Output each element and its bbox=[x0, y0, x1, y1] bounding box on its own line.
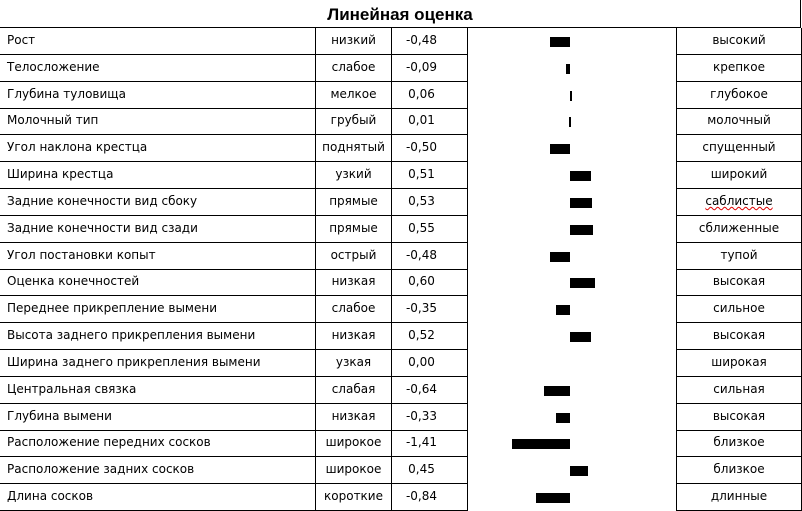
value-label: 0,60 bbox=[392, 269, 468, 296]
value-label: 0,06 bbox=[392, 82, 468, 109]
trait-name: Ширина заднего прикрепления вымени bbox=[0, 350, 316, 377]
high-label: высокая bbox=[676, 269, 802, 296]
low-label: низкий bbox=[316, 28, 392, 55]
trait-name: Длина сосков bbox=[0, 484, 316, 511]
table-row bbox=[0, 162, 802, 189]
table-row bbox=[0, 135, 802, 162]
value-label: -0,35 bbox=[392, 296, 468, 323]
table-row bbox=[0, 108, 802, 135]
high-label: широкий bbox=[676, 162, 802, 189]
table-row bbox=[0, 55, 802, 82]
high-label: высокая bbox=[676, 404, 802, 431]
high-label: крепкое bbox=[676, 55, 802, 82]
value-label: -0,64 bbox=[392, 377, 468, 404]
low-label: низкая bbox=[316, 269, 392, 296]
trait-name: Центральная связка bbox=[0, 377, 316, 404]
trait-name: Глубина туловища bbox=[0, 82, 316, 109]
trait-name: Молочный тип bbox=[0, 108, 316, 135]
table-row bbox=[0, 430, 802, 457]
value-label: -0,09 bbox=[392, 55, 468, 82]
value-label: -0,33 bbox=[392, 404, 468, 431]
table-row bbox=[0, 269, 802, 296]
low-label: узкая bbox=[316, 350, 392, 377]
linear-assessment-table bbox=[0, 28, 802, 511]
high-label: сближенные bbox=[676, 216, 802, 243]
value-label: 0,51 bbox=[392, 162, 468, 189]
low-label: острый bbox=[316, 243, 392, 270]
table-row bbox=[0, 28, 802, 55]
value-label: -0,84 bbox=[392, 484, 468, 511]
trait-name: Телосложение bbox=[0, 55, 316, 82]
table-row bbox=[0, 350, 802, 377]
high-label: высокий bbox=[676, 28, 802, 55]
high-label: близкое bbox=[676, 457, 802, 484]
high-label bbox=[676, 189, 802, 216]
value-label: -0,48 bbox=[392, 28, 468, 55]
high-label-text: саблистые bbox=[705, 193, 773, 208]
table-row bbox=[0, 296, 802, 323]
low-label: широкое bbox=[316, 457, 392, 484]
high-label: тупой bbox=[676, 243, 802, 270]
trait-name: Высота заднего прикрепления вымени bbox=[0, 323, 316, 350]
trait-name: Ширина крестца bbox=[0, 162, 316, 189]
high-label: спущенный bbox=[676, 135, 802, 162]
table-row bbox=[0, 82, 802, 109]
trait-name: Расположение задних сосков bbox=[0, 457, 316, 484]
low-label: поднятый bbox=[316, 135, 392, 162]
value-label: 0,55 bbox=[392, 216, 468, 243]
low-label: слабое bbox=[316, 296, 392, 323]
high-label: глубокое bbox=[676, 82, 802, 109]
table-row bbox=[0, 189, 802, 216]
table-row bbox=[0, 216, 802, 243]
low-label: слабая bbox=[316, 377, 392, 404]
low-label: прямые bbox=[316, 216, 392, 243]
chart-title: Линейная оценка bbox=[0, 0, 801, 28]
table-row bbox=[0, 377, 802, 404]
trait-name: Оценка конечностей bbox=[0, 269, 316, 296]
table-row bbox=[0, 243, 802, 270]
low-label: слабое bbox=[316, 55, 392, 82]
trait-name: Угол постановки копыт bbox=[0, 243, 316, 270]
value-label: -0,48 bbox=[392, 243, 468, 270]
value-label: 0,45 bbox=[392, 457, 468, 484]
low-label: прямые bbox=[316, 189, 392, 216]
value-label: -1,41 bbox=[392, 430, 468, 457]
low-label: узкий bbox=[316, 162, 392, 189]
trait-name: Задние конечности вид сбоку bbox=[0, 189, 316, 216]
trait-name: Рост bbox=[0, 28, 316, 55]
low-label: грубый bbox=[316, 108, 392, 135]
high-label: широкая bbox=[676, 350, 802, 377]
low-label: короткие bbox=[316, 484, 392, 511]
high-label: высокая bbox=[676, 323, 802, 350]
high-label: сильное bbox=[676, 296, 802, 323]
high-label: длинные bbox=[676, 484, 802, 511]
value-label: 0,00 bbox=[392, 350, 468, 377]
table-row bbox=[0, 457, 802, 484]
trait-name: Расположение передних сосков bbox=[0, 430, 316, 457]
table-row bbox=[0, 404, 802, 431]
value-label: 0,01 bbox=[392, 108, 468, 135]
table-row bbox=[0, 323, 802, 350]
value-label: -0,50 bbox=[392, 135, 468, 162]
high-label: молочный bbox=[676, 108, 802, 135]
table-row bbox=[0, 484, 802, 511]
value-label: 0,52 bbox=[392, 323, 468, 350]
high-label: сильная bbox=[676, 377, 802, 404]
value-label: 0,53 bbox=[392, 189, 468, 216]
high-label: близкое bbox=[676, 430, 802, 457]
trait-name: Угол наклона крестца bbox=[0, 135, 316, 162]
low-label: низкая bbox=[316, 404, 392, 431]
trait-name: Глубина вымени bbox=[0, 404, 316, 431]
low-label: мелкое bbox=[316, 82, 392, 109]
trait-name: Переднее прикрепление вымени bbox=[0, 296, 316, 323]
low-label: широкое bbox=[316, 430, 392, 457]
trait-name: Задние конечности вид сзади bbox=[0, 216, 316, 243]
low-label: низкая bbox=[316, 323, 392, 350]
